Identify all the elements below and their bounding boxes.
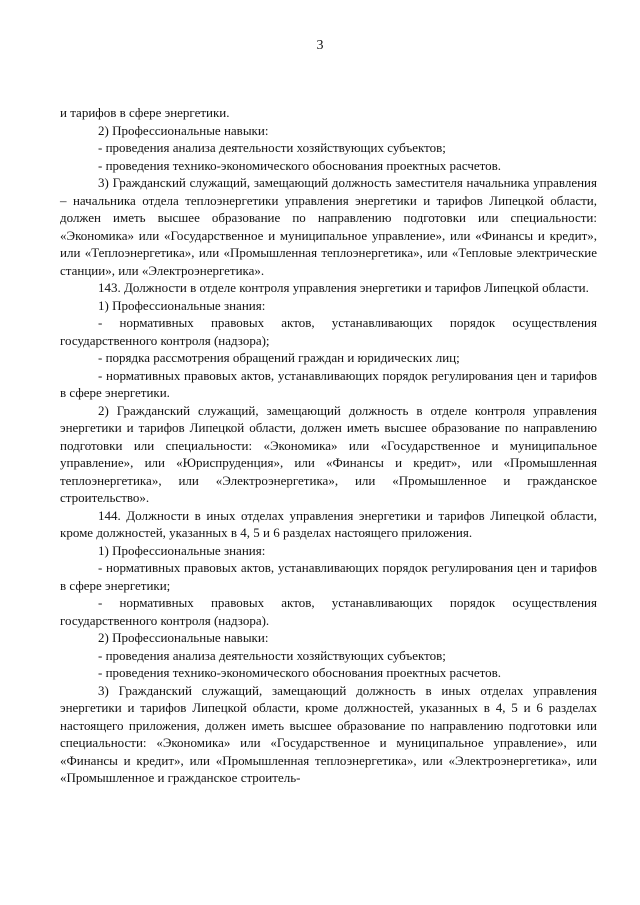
paragraph: 2) Профессиональные навыки: bbox=[98, 122, 269, 138]
paragraph: - нормативных правовых актов, устанавливающих порядок осуществления государственного контроля (надзора). bbox=[60, 595, 597, 628]
paragraph: 143. Должности в отделе контроля управления энергетики и тарифов Липецкой области. bbox=[98, 280, 589, 295]
paragraph: 2) Гражданский служащий, замещающий должность в отделе контроля управления энергетики и тарифов Липецкой области, должен иметь высшее образование по направлению подготовки или специальности: «Экономика» или «Государственное и муниципальное управление», или «Юриспруденция», или «Финансы и кредит», или «Промышленная теплоэнергетика», или «Электроэнергетика», или «Промышленное и гражданское строительство». bbox=[60, 402, 597, 505]
paragraph: 1) Профессиональные знания: bbox=[98, 297, 266, 313]
paragraph: - проведения анализа деятельности хозяйствующих субъектов; bbox=[98, 647, 446, 663]
paragraph: - проведения анализа деятельности хозяйствующих субъектов; bbox=[98, 140, 446, 155]
paragraph: 2) Профессиональные навыки: bbox=[98, 630, 269, 645]
paragraph: - нормативных правовых актов, устанавливающих порядок регулирования цен и тарифов в сфере энергетики; bbox=[60, 560, 597, 593]
paragraph: 144. Должности в иных отделах управления энергетики и тарифов Липецкой области, кроме должностей, указанных в 4, 5 и 6 разделах настоящего приложения. bbox=[60, 507, 597, 540]
paragraph: - проведения технико-экономического обоснования проектных расчетов. bbox=[98, 157, 502, 173]
paragraph: - нормативных правовых актов, устанавливающих порядок осуществления государственного контроля (надзора); bbox=[60, 315, 597, 348]
paragraph: - нормативных правовых актов, устанавливающих порядок регулирования цен и тарифов в сфере энергетики. bbox=[60, 367, 597, 400]
paragraph: 3) Гражданский служащий, замещающий должность в иных отделах управления энергетики и тарифов Липецкой области, кроме должностей, указанных в 4, 5 и 6 разделах настоящего приложения, должен иметь высшее образование по направлению подготовки или специальности: «Экономика» или «Государственное и муниципальное управление», или «Финансы и кредит», или «Промышленная теплоэнергетика», или «Электроэнергетика», или «Промышленное и гражданское строитель- bbox=[60, 682, 597, 785]
paragraph: 1) Профессиональные знания: bbox=[98, 542, 266, 558]
document-body bbox=[60, 104, 597, 787]
paragraph: - проведения технико-экономического обоснования проектных расчетов. bbox=[98, 665, 502, 680]
paragraph: и тарифов в сфере энергетики. bbox=[60, 105, 230, 120]
paragraph: - порядка рассмотрения обращений граждан и юридических лиц; bbox=[98, 350, 460, 365]
paragraph: 3) Гражданский служащий, замещающий должность заместителя начальника управления – начальника отдела теплоэнергетики управления энергетики и тарифов Липецкой области, должен иметь высшее образование по направлению подготовки или специальности: «Экономика» или «Государственное и муниципальное управление», или «Финансы и кредит», или «Теплоэнергетика», или «Промышленная теплоэнергетика», или «Тепловые электрические станции», или «Электроэнергетика». bbox=[60, 175, 597, 278]
page-number: 3 bbox=[316, 38, 324, 53]
